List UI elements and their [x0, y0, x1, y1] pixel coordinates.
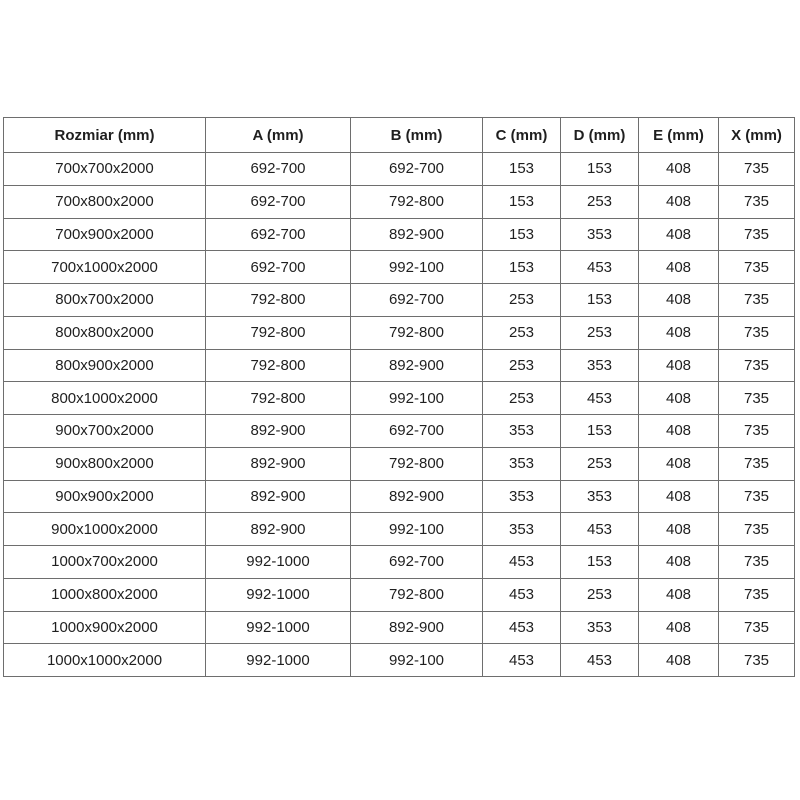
table-cell: 453 [483, 546, 561, 579]
table-cell: 735 [719, 218, 795, 251]
table-cell: 408 [639, 644, 719, 677]
table-row [4, 611, 795, 644]
table-row [4, 251, 795, 284]
table-cell: 408 [639, 611, 719, 644]
table-row [4, 513, 795, 546]
header-b: B (mm) [351, 118, 483, 153]
table-row [4, 480, 795, 513]
table-cell: 453 [561, 382, 639, 415]
table-row [4, 382, 795, 415]
table-cell: 992-1000 [206, 546, 351, 579]
table-cell: 453 [483, 611, 561, 644]
table-cell: 408 [639, 316, 719, 349]
table-cell: 408 [639, 513, 719, 546]
table-cell: 153 [561, 153, 639, 186]
table-cell: 900x700x2000 [4, 415, 206, 448]
table-row [4, 218, 795, 251]
table-cell: 408 [639, 382, 719, 415]
table-cell: 253 [561, 185, 639, 218]
table-cell: 735 [719, 316, 795, 349]
table-cell: 453 [483, 644, 561, 677]
table-cell: 735 [719, 382, 795, 415]
table-cell: 735 [719, 480, 795, 513]
table-cell: 153 [561, 284, 639, 317]
table-cell: 735 [719, 185, 795, 218]
table-cell: 153 [561, 415, 639, 448]
table-cell: 892-900 [206, 513, 351, 546]
table-row [4, 546, 795, 579]
table-cell: 453 [483, 578, 561, 611]
table-cell: 700x700x2000 [4, 153, 206, 186]
table-cell: 692-700 [206, 251, 351, 284]
table-cell: 408 [639, 349, 719, 382]
table-cell: 153 [483, 218, 561, 251]
table-cell: 735 [719, 349, 795, 382]
table-cell: 253 [483, 316, 561, 349]
table-cell: 735 [719, 415, 795, 448]
table-cell: 735 [719, 546, 795, 579]
header-x: X (mm) [719, 118, 795, 153]
table-cell: 353 [483, 513, 561, 546]
table-cell: 253 [561, 447, 639, 480]
table-cell: 253 [561, 316, 639, 349]
table-cell: 1000x900x2000 [4, 611, 206, 644]
header-a: A (mm) [206, 118, 351, 153]
table-cell: 253 [561, 578, 639, 611]
table-row [4, 316, 795, 349]
table-cell: 700x1000x2000 [4, 251, 206, 284]
table-cell: 453 [561, 644, 639, 677]
table-cell: 408 [639, 284, 719, 317]
table-cell: 792-800 [351, 316, 483, 349]
table-cell: 892-900 [206, 480, 351, 513]
table-cell: 692-700 [351, 284, 483, 317]
size-spec-table [3, 117, 795, 677]
table-cell: 353 [561, 480, 639, 513]
table-row [4, 284, 795, 317]
table-cell: 408 [639, 415, 719, 448]
table-cell: 408 [639, 546, 719, 579]
table-cell: 408 [639, 185, 719, 218]
table-cell: 1000x700x2000 [4, 546, 206, 579]
table-cell: 900x900x2000 [4, 480, 206, 513]
table-cell: 992-100 [351, 251, 483, 284]
table-cell: 735 [719, 251, 795, 284]
table-cell: 408 [639, 447, 719, 480]
table-row [4, 578, 795, 611]
table-cell: 700x900x2000 [4, 218, 206, 251]
table-cell: 153 [561, 546, 639, 579]
table-cell: 692-700 [206, 153, 351, 186]
table-cell: 892-900 [351, 611, 483, 644]
table-cell: 892-900 [351, 218, 483, 251]
table-cell: 735 [719, 153, 795, 186]
table-cell: 900x1000x2000 [4, 513, 206, 546]
header-c: C (mm) [483, 118, 561, 153]
table-cell: 735 [719, 513, 795, 546]
table-cell: 253 [483, 382, 561, 415]
table-cell: 700x800x2000 [4, 185, 206, 218]
table-cell: 792-800 [206, 284, 351, 317]
table-cell: 408 [639, 578, 719, 611]
table-cell: 792-800 [351, 185, 483, 218]
table-cell: 253 [483, 349, 561, 382]
table-cell: 992-100 [351, 382, 483, 415]
table-cell: 692-700 [206, 218, 351, 251]
table-cell: 1000x1000x2000 [4, 644, 206, 677]
table-cell: 992-1000 [206, 644, 351, 677]
table-cell: 792-800 [351, 447, 483, 480]
table-cell: 692-700 [351, 153, 483, 186]
table-cell: 992-100 [351, 644, 483, 677]
table-cell: 992-1000 [206, 611, 351, 644]
table-cell: 253 [483, 284, 561, 317]
table-cell: 692-700 [351, 546, 483, 579]
table-cell: 353 [561, 611, 639, 644]
table-cell: 800x900x2000 [4, 349, 206, 382]
table-row [4, 185, 795, 218]
table-cell: 735 [719, 644, 795, 677]
table-cell: 153 [483, 251, 561, 284]
table-cell: 353 [483, 480, 561, 513]
table-cell: 692-700 [351, 415, 483, 448]
table-cell: 353 [483, 447, 561, 480]
table-cell: 792-800 [351, 578, 483, 611]
header-e: E (mm) [639, 118, 719, 153]
header-d: D (mm) [561, 118, 639, 153]
table-cell: 900x800x2000 [4, 447, 206, 480]
table-cell: 735 [719, 447, 795, 480]
table-cell: 353 [561, 218, 639, 251]
table-cell: 992-100 [351, 513, 483, 546]
table-cell: 735 [719, 284, 795, 317]
table-cell: 892-900 [351, 349, 483, 382]
table-cell: 992-1000 [206, 578, 351, 611]
table-row [4, 447, 795, 480]
table-cell: 735 [719, 578, 795, 611]
table-cell: 792-800 [206, 316, 351, 349]
table-cell: 735 [719, 611, 795, 644]
table-cell: 692-700 [206, 185, 351, 218]
table-cell: 800x800x2000 [4, 316, 206, 349]
table-cell: 800x700x2000 [4, 284, 206, 317]
table-cell: 1000x800x2000 [4, 578, 206, 611]
table-cell: 353 [561, 349, 639, 382]
table-row [4, 644, 795, 677]
table-cell: 153 [483, 185, 561, 218]
table-header [4, 118, 795, 153]
table-row [4, 415, 795, 448]
table-cell: 408 [639, 480, 719, 513]
table-cell: 408 [639, 218, 719, 251]
table-cell: 892-900 [206, 415, 351, 448]
table-cell: 892-900 [351, 480, 483, 513]
table-cell: 792-800 [206, 382, 351, 415]
table-cell: 408 [639, 251, 719, 284]
table-cell: 453 [561, 513, 639, 546]
table-cell: 153 [483, 153, 561, 186]
table-row [4, 349, 795, 382]
table-cell: 453 [561, 251, 639, 284]
table-cell: 353 [483, 415, 561, 448]
table-row [4, 153, 795, 186]
table-cell: 892-900 [206, 447, 351, 480]
table-cell: 792-800 [206, 349, 351, 382]
header-rozmiar: Rozmiar (mm) [4, 118, 206, 153]
header-row [4, 118, 795, 153]
table-cell: 800x1000x2000 [4, 382, 206, 415]
table-cell: 408 [639, 153, 719, 186]
table-body [4, 153, 795, 677]
